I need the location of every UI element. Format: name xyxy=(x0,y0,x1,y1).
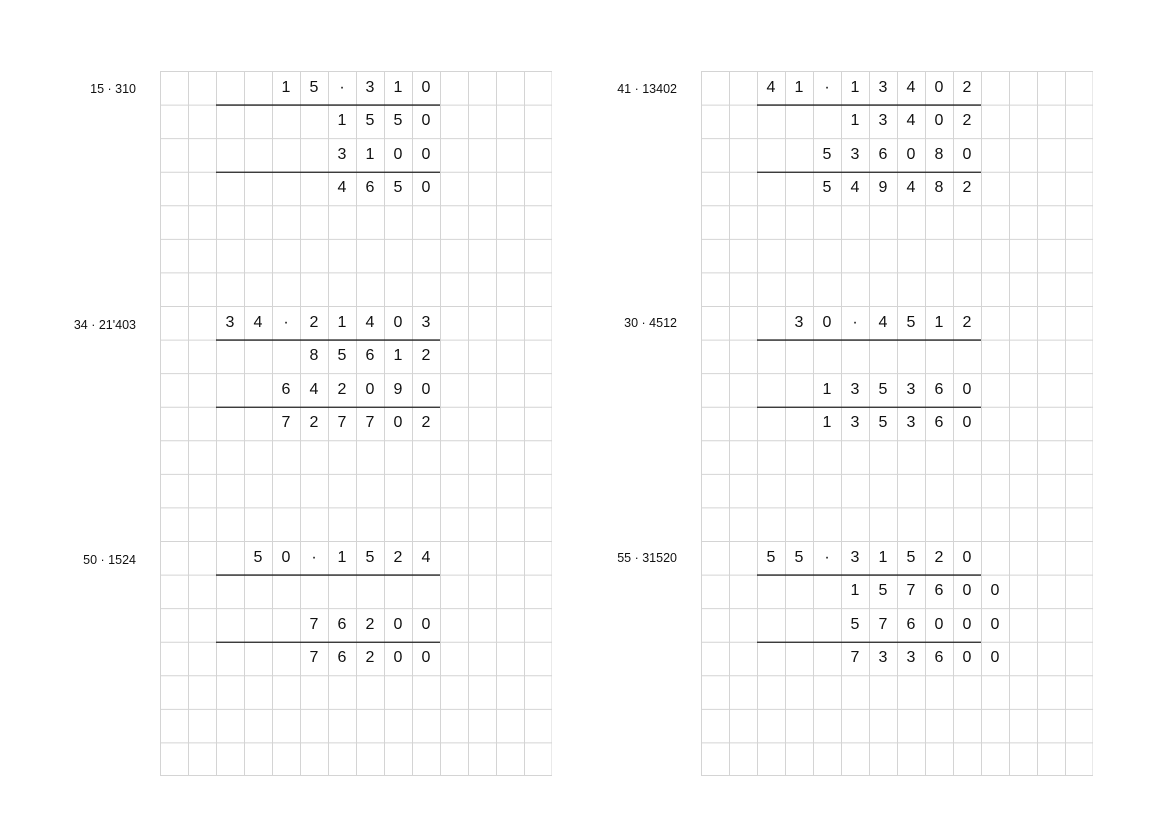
digit-cell: 3 xyxy=(878,78,888,96)
digit-cell: 0 xyxy=(421,380,431,398)
digit-cell: 1 xyxy=(822,380,832,398)
digit-cell: 2 xyxy=(962,78,972,96)
digit-cell: 5 xyxy=(878,582,888,600)
problem-label: 55 · 31520 xyxy=(617,551,677,565)
digit-cell: 4 xyxy=(878,313,888,331)
digit-cell: 5 xyxy=(766,548,776,566)
digit-cell: 0 xyxy=(906,145,916,163)
digit-cell: 6 xyxy=(934,380,944,398)
digit-cell: 0 xyxy=(990,615,1000,633)
digit-cell: 3 xyxy=(850,145,860,163)
digit-cell: 2 xyxy=(309,313,319,331)
digit-cell: 3 xyxy=(850,548,860,566)
digit-cell: 7 xyxy=(309,649,319,667)
digit-cell: 4 xyxy=(906,179,916,197)
digit-cell: 5 xyxy=(365,548,375,566)
digit-cell: 6 xyxy=(934,649,944,667)
digit-cell: 4 xyxy=(850,179,860,197)
problem-label: 34 · 21'403 xyxy=(73,318,136,332)
digit-cell: 6 xyxy=(906,615,916,633)
problem-label: 30 · 4512 xyxy=(624,316,677,330)
digit-cell: 3 xyxy=(337,145,347,163)
multiply-dot: · xyxy=(311,548,317,566)
digit-cell: 0 xyxy=(934,78,944,96)
digit-cell: 1 xyxy=(281,78,291,96)
digit-cell: 5 xyxy=(878,380,888,398)
digit-cell: 1 xyxy=(850,78,860,96)
digit-cell: 2 xyxy=(421,347,431,365)
multiply-dot: · xyxy=(283,313,289,331)
digit-cell: 0 xyxy=(990,649,1000,667)
digit-cell: 0 xyxy=(393,414,403,432)
digit-cell: 8 xyxy=(934,145,944,163)
digit-cell: 6 xyxy=(934,414,944,432)
digit-cell: 0 xyxy=(962,615,972,633)
digit-cell: 2 xyxy=(934,548,944,566)
digit-cell: 3 xyxy=(850,380,860,398)
digit-cell: 4 xyxy=(766,78,776,96)
digit-cell: 1 xyxy=(850,112,860,130)
digit-cell: 6 xyxy=(337,649,347,667)
digit-cell: 5 xyxy=(906,548,916,566)
digit-cell: 5 xyxy=(393,112,403,130)
digit-cell: 6 xyxy=(337,615,347,633)
digit-cell: 5 xyxy=(393,179,403,197)
digit-cell: 2 xyxy=(962,112,972,130)
digit-cell: 0 xyxy=(393,615,403,633)
digit-cell: 4 xyxy=(309,380,319,398)
digit-cell: 1 xyxy=(822,414,832,432)
digit-cell: 9 xyxy=(393,380,403,398)
digit-cell: 7 xyxy=(878,615,888,633)
digit-cell: 3 xyxy=(794,313,804,331)
digit-cell: 0 xyxy=(393,145,403,163)
multiply-dot: · xyxy=(852,313,858,331)
digit-cell: 3 xyxy=(850,414,860,432)
digit-cell: 0 xyxy=(934,615,944,633)
digit-cell: 7 xyxy=(337,414,347,432)
digit-cell: 8 xyxy=(309,347,319,365)
digit-cell: 1 xyxy=(393,347,403,365)
grid-panel-left xyxy=(160,71,552,776)
digit-cell: 1 xyxy=(365,145,375,163)
digit-cell: 3 xyxy=(906,380,916,398)
digit-cell: 0 xyxy=(962,649,972,667)
digit-cell: 2 xyxy=(393,548,403,566)
problem-label: 50 · 1524 xyxy=(83,553,136,567)
multiply-dot: · xyxy=(824,78,830,96)
digit-cell: 3 xyxy=(421,313,431,331)
digit-cell: 5 xyxy=(822,145,832,163)
digit-cell: 3 xyxy=(906,414,916,432)
problem-label: 15 · 310 xyxy=(90,82,136,96)
multiply-dot: · xyxy=(339,78,345,96)
digit-cell: 5 xyxy=(794,548,804,566)
digit-cell: 1 xyxy=(794,78,804,96)
digit-cell: 5 xyxy=(253,548,263,566)
digit-cell: 0 xyxy=(962,380,972,398)
digit-cell: 0 xyxy=(962,414,972,432)
digit-cell: 4 xyxy=(365,313,375,331)
digit-cell: 1 xyxy=(850,582,860,600)
digit-cell: 0 xyxy=(962,548,972,566)
digit-cell: 2 xyxy=(365,615,375,633)
digit-cell: 2 xyxy=(962,179,972,197)
digit-cell: 6 xyxy=(281,380,291,398)
digit-cell: 2 xyxy=(962,313,972,331)
digit-cell: 4 xyxy=(337,179,347,197)
digit-cell: 5 xyxy=(850,615,860,633)
digit-cell: 0 xyxy=(281,548,291,566)
digit-cell: 3 xyxy=(878,112,888,130)
digit-cell: 5 xyxy=(365,112,375,130)
multiply-dot: · xyxy=(824,548,830,566)
digit-cell: 3 xyxy=(878,649,888,667)
digit-cell: 0 xyxy=(421,649,431,667)
digit-cell: 5 xyxy=(337,347,347,365)
digit-cell: 2 xyxy=(421,414,431,432)
digit-cell: 1 xyxy=(337,548,347,566)
digit-cell: 2 xyxy=(365,649,375,667)
digit-cell: 1 xyxy=(934,313,944,331)
digit-cell: 1 xyxy=(878,548,888,566)
digit-cell: 0 xyxy=(393,313,403,331)
digit-cell: 0 xyxy=(822,313,832,331)
digit-cell: 0 xyxy=(365,380,375,398)
digit-cell: 4 xyxy=(906,112,916,130)
digit-cell: 4 xyxy=(421,548,431,566)
digit-cell: 7 xyxy=(365,414,375,432)
digit-cell: 0 xyxy=(393,649,403,667)
digit-cell: 2 xyxy=(309,414,319,432)
digit-cell: 5 xyxy=(309,78,319,96)
digit-cell: 0 xyxy=(990,582,1000,600)
digit-cell: 9 xyxy=(878,179,888,197)
digit-cell: 0 xyxy=(421,145,431,163)
digit-cell: 4 xyxy=(906,78,916,96)
digit-cell: 1 xyxy=(393,78,403,96)
digit-cell: 8 xyxy=(934,179,944,197)
digit-cell: 5 xyxy=(822,179,832,197)
digit-cell: 5 xyxy=(906,313,916,331)
digit-cell: 7 xyxy=(309,615,319,633)
digit-cell: 6 xyxy=(878,145,888,163)
digit-cell: 6 xyxy=(365,347,375,365)
digit-cell: 0 xyxy=(962,582,972,600)
digit-cell: 4 xyxy=(253,313,263,331)
digit-cell: 0 xyxy=(934,112,944,130)
digit-cell: 0 xyxy=(962,145,972,163)
digit-cell: 6 xyxy=(365,179,375,197)
digit-cell: 0 xyxy=(421,112,431,130)
problem-label: 41 · 13402 xyxy=(617,82,677,96)
digit-cell: 6 xyxy=(934,582,944,600)
digit-cell: 1 xyxy=(337,112,347,130)
digit-cell: 5 xyxy=(878,414,888,432)
grid-panel-right xyxy=(701,71,1093,776)
digit-cell: 3 xyxy=(906,649,916,667)
digit-cell: 0 xyxy=(421,179,431,197)
digit-cell: 1 xyxy=(337,313,347,331)
digit-cell: 7 xyxy=(850,649,860,667)
digit-cell: 0 xyxy=(421,78,431,96)
digit-cell: 7 xyxy=(281,414,291,432)
digit-cell: 7 xyxy=(906,582,916,600)
digit-cell: 2 xyxy=(337,380,347,398)
digit-cell: 3 xyxy=(365,78,375,96)
digit-cell: 0 xyxy=(421,615,431,633)
digit-cell: 3 xyxy=(225,313,235,331)
